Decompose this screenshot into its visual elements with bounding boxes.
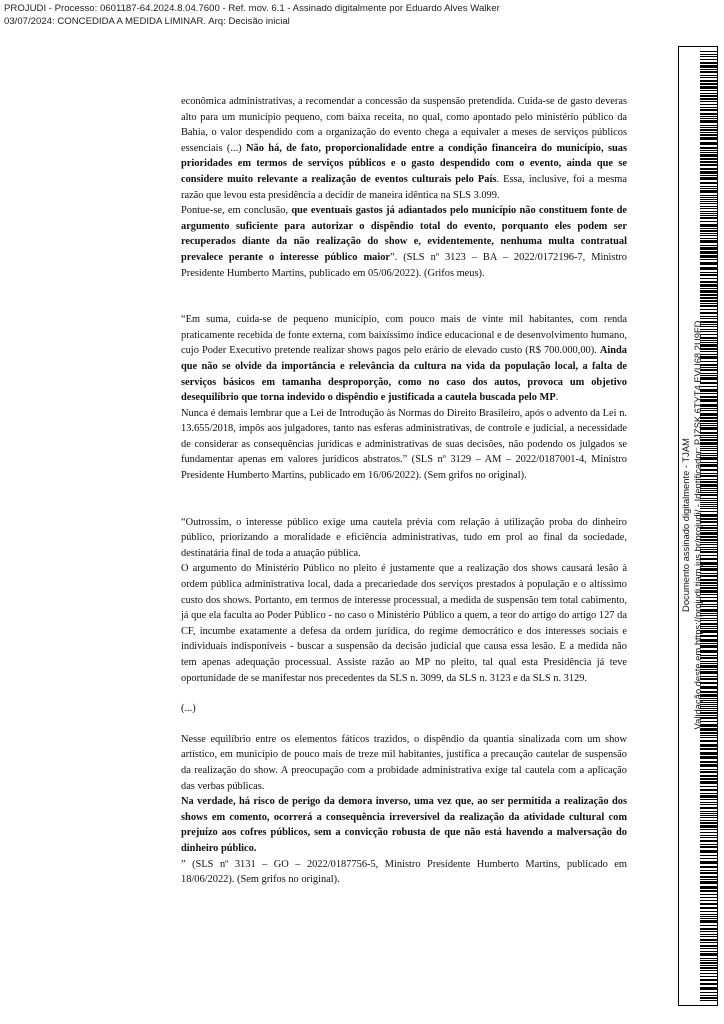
- bold-text-run: que eventuais gastos já adiantados pelo município não constituem fonte de argumento suficiente para autorizar o dispêndio total do evento, porquanto eles podem ser recuperados diante da não realização do show e, evidentemente, nenhuma multa contratual prevalece perante o interesse público maior: [181, 205, 627, 263]
- text-run: “Em suma, cuida-se de pequeno município, com pouco mais de vinte mil habitantes, com renda praticamente recebida de fonte externa, com baixíssimo índice educacional e de desenvolvimento humano, cujo Poder Executivo pretende realizar shows pagos pelo erário de elevado custo (R$ 700.000,00).: [181, 314, 627, 357]
- paragraph: [181, 203, 627, 281]
- paragraph: Nunca é demais lembrar que a Lei de Introdução às Normas do Direito Brasileiro, após o advento da Lei n. 13.655/2018, impôs aos julgadores, tanto nas esferas administrativas, de controle e judicial, a necessidade de considerar as consequências jurídicas e administrativas de suas decisões, não podendo os julgados se fundamentar apenas em valores jurídicos abstratos.” (SLS nº 3129 – AM – 2022/0187001-4, Ministro Presidente Humberto Martins, publicado em 16/06/2022). (Sem grifos no original).: [181, 407, 627, 482]
- paragraph: O argumento do Ministério Público no pleito é justamente que a realização dos shows causará lesão à ordem pública administrativa local, dada a precariedade dos serviços prestados à população e o altíssimo custo dos shows. Portanto, em termos de interesse processual, a medida de suspensão tem total cabimento, já que ela faculta ao Poder Público - no caso o Ministério Público a quem, a teor do artigo do artigo 127 da CF, incumbe exatamente a defesa da ordem jurídica, do regime democrático e dos interesses sociais e individuais indisponíveis - buscar a suspensão da decisão judicial que causa essa lesão. E a medida não tem apenas adequação processual. Assiste razão ao MP no pleito, tal qual esta Presidência já teve oportunidade de se manifestar nos precedentes da SLS n. 3099, da SLS n. 3123 e da SLS n. 3129.: [181, 563, 627, 684]
- text-run: .: [555, 392, 559, 404]
- paragraph: ” (SLS nº 3131 – GO – 2022/0187756-5, Ministro Presidente Humberto Martins, publicado em 18/06/2022). (Sem grifos no original).: [181, 858, 627, 886]
- paragraph: Nesse equilíbrio entre os elementos fáticos trazidos, o dispêndio da quantia sinalizada com um show artístico, em município de pouco mais de treze mil habitantes, justifica a precaução cautelar de suspensão da realização do show. A preocupação com a probidade administrativa exige tal cautela com a aplicação das verbas públicas.: [181, 733, 627, 792]
- text-run: econômica administrativas, a recomendar a concessão da suspensão pretendida. Cuida-se de gasto deveras alto para um município pequeno, com baixa receita, no qual, como apontado pelo ministério público da Bahia, o valor despendido com a organização do evento chega a equivaler a meses de serviços públicos essenciais (...): [181, 96, 627, 154]
- header-line-2: 03/07/2024: CONCEDIDA A MEDIDA LIMINAR. Arq: Decisão inicial: [4, 16, 290, 27]
- bold-text-run: Na verdade, há risco de perigo da demora inverso, uma vez que, ao ser permitida a realização dos shows em comento, ocorrerá a consequência irreversível da realização da atividade cultural com prejuízo aos cofres públicos, sem a convicção robusta de que não está havendo a malversação do dinheiro público.: [181, 796, 627, 854]
- validation-line-2: Validação deste em https://projudi.tjam.jus.br/projudi/ - Identificador: PJZSK 6TYT4 EVU68 2U9FD: [692, 320, 703, 730]
- validation-line-1: Documento assinado digitalmente - TJAM: [680, 438, 691, 612]
- bold-text-run: Ainda que não se olvide da importância e relevância da cultura na vida da população local, a falta de serviços básicos em tamanha desproporção, como no caso dos autos, provoca um objetivo desequilíbrio que torna indevido o dispêndio e justificada a cautela buscada pelo MP: [181, 345, 627, 404]
- paragraph: [181, 794, 627, 856]
- text-run: Pontue-se, em conclusão,: [181, 205, 292, 217]
- paragraph: [181, 94, 627, 203]
- signature-validation-text: [680, 50, 720, 1000]
- bold-text-run: Não há, de fato, proporcionalidade entre a condição financeira do município, suas prioridades em termos de serviços públicos e o gasto despendido com o evento, ainda que se considere muito relevante a realização de eventos culturais pelo País: [181, 142, 628, 185]
- paragraph: [181, 312, 627, 406]
- document-header: [4, 2, 654, 28]
- ellipsis: (...): [181, 703, 196, 715]
- header-line-1: PROJUDI - Processo: 0601187-64.2024.8.04.7600 - Ref. mov. 6.1 - Assinado digitalmente por Eduardo Alves Walker: [4, 3, 500, 14]
- paragraph: “Outrossim, o interesse público exige uma cautela prévia com relação à utilização proba do dinheiro público, priorizando a moralidade e eficiência administrativas, tudo em prol ao final da sociedade, destinatária final de toda a atuação pública.: [181, 516, 627, 559]
- text-run: . Essa, inclusive, foi a mesma razão que levou esta presidência a decidir de maneira idêntica na SLS 3.099.: [181, 173, 627, 201]
- text-run: ”. (SLS nº 3123 – BA – 2022/0172196-7, Ministro Presidente Humberto Martins, publicado em 05/06/2022). (Grifos meus).: [181, 251, 627, 279]
- document-body: [181, 94, 627, 888]
